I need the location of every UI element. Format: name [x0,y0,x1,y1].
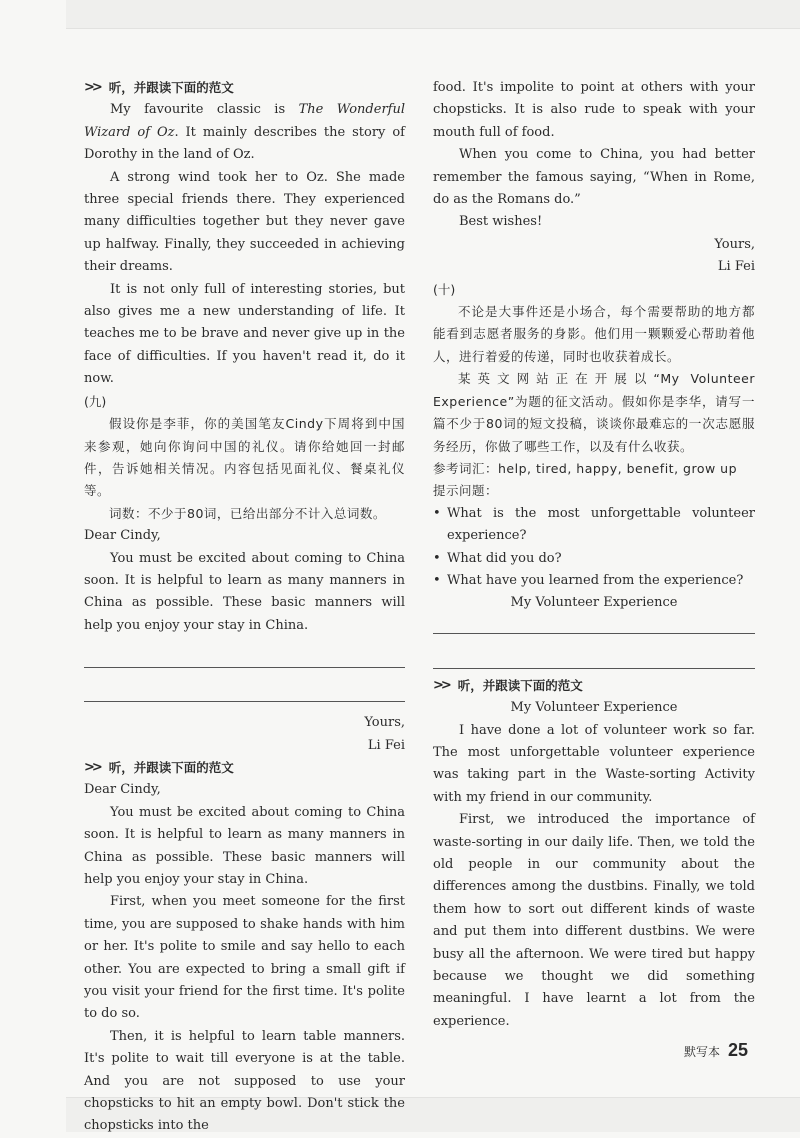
model-paragraph-4: When you come to China, you had better remember the famous saying, “When in Rome, do as the Romans do.” [433,147,755,208]
model-paragraph-3: Then, it is helpful to learn table manners. It's polite to wait till everyone is at the table. And you are not supposed to use your chopsticks to hit an empty bowl. Don't stick the chopsticks into the [84,1028,405,1134]
model-paragraph-2: First, when you meet someone for the first time, you are supposed to shake hands with him or her. It's polite to smile and say hello to each other. You are expected to bring a small gift if you visit your friend for the first time. It's polite to do so. [84,894,405,1022]
section10-prompt: 某英文网站正在开展以“My Volunteer Experience”为题的征文活动。假如你是李华，请写一篇不少于80词的短文投稿，谈谈你最难忘的一次志愿服务经历，你做了哪些工作，以及有什么收获。 [433,371,755,454]
footer-label: 默写本 [684,1045,721,1059]
model-continuation: food. It's impolite to point at others with your chopsticks. It is also rude to speak with your mouth full of food. [433,80,755,140]
page-top-margin [66,0,800,29]
section9-prompt: 假设你是李菲，你的美国笔友Cindy下周将到中国来参观，她向你询问中国的礼仪。请你给她回一封邮件，告诉她相关情况。内容包括见面礼仪、餐桌礼仪等。 [84,416,405,499]
essay1-paragraph-3: It is not only full of interesting stories, but also gives me a new understanding of life. It teaches me to be brave and never give up in the face of difficulties. If you haven't read it, do it now. [84,281,405,387]
section9-word-count: 词数：不少于80词，已给出部分不计入总词数。 [109,505,386,521]
section10-essay-title: My Volunteer Experience [510,595,678,611]
question-item: • What is the most unforgettable volunteer experience? [433,503,755,548]
section-number-9: (九) [84,393,107,409]
double-chevron-icon: >> [84,80,100,95]
model-paragraph-1: You must be excited about coming to China soon. It is helpful to learn as many manners in China as possible. These basic manners will help you enjoy your stay in China. [84,804,405,887]
model-signature: Li Fei [717,259,755,275]
page-footer [684,1040,748,1061]
listen-heading-2: >> 听，并跟读下面的范文 [84,757,405,779]
model-wishes: Best wishes! [459,214,543,230]
section10-vocabulary: 参考词汇：help, tired, happy, benefit, grow up [433,460,738,476]
double-chevron-icon: >> [84,759,100,775]
model-closing: Yours, [714,236,755,252]
question-item: • What have you learned from the experience? [433,570,755,592]
bullet-icon: • [433,505,441,521]
model2-paragraph-1: I have done a lot of volunteer work so far. The most unforgettable volunteer experience was taking part in the Waste-sorting Activity with my friend in our community. [433,722,755,805]
bullet-icon: • [433,572,441,588]
section9-closing: Yours, [364,715,405,731]
section10-intro: 不论是大事件还是小场合，每个需要帮助的地方都能看到志愿者服务的身影。他们用一颗颗爱心帮助着他人，进行着爱的传递，同时也收获着成长。 [433,304,755,364]
model-salutation: Dear Cindy, [84,782,161,798]
essay1-paragraph-1: My favourite classic is The Wonderful Wizard of Oz. It mainly describes the story of Dorothy in the land of Oz. [84,102,405,163]
section9-signature: Li Fei [367,737,405,753]
listen-heading-1: >> 听，并跟读下面的范文 [84,77,405,99]
page-number: 25 [728,1040,749,1060]
section9-salutation: Dear Cindy, [84,528,161,544]
section9-opening: You must be excited about coming to China soon. It is helpful to learn as many manners in China as possible. These basic manners will help you enjoy your stay in China. [84,550,405,633]
double-chevron-icon: >> [433,677,449,693]
bullet-icon: • [433,550,441,566]
left-column [84,77,405,1138]
book-title: The Wonderful Wizard of Oz [84,102,405,140]
section-number-10: (十) [433,281,456,297]
model2-paragraph-2: First, we introduced the importance of waste-sorting in our daily life. Then, we told the old people in our community about the differences among the dustbins. Finally, we told them how to sort out different kinds of waste and put them into different dustbins. We were busy all the afternoon. We were tired but happy because we thought we did something meaningful. I have learnt a lot from the experience. [433,812,755,1029]
listen-heading-3: >> 听，并跟读下面的范文 [433,675,755,697]
right-column [433,77,755,1033]
section10-questions-label: 提示问题： [433,483,499,499]
essay1-paragraph-2: A strong wind took her to Oz. She made three special friends there. They experienced many difficulties together but they never gave up halfway. Finally, they succeeded in achieving their dreams. [84,169,405,275]
model2-title: My Volunteer Experience [510,700,678,716]
question-item: • What did you do? [433,548,755,570]
